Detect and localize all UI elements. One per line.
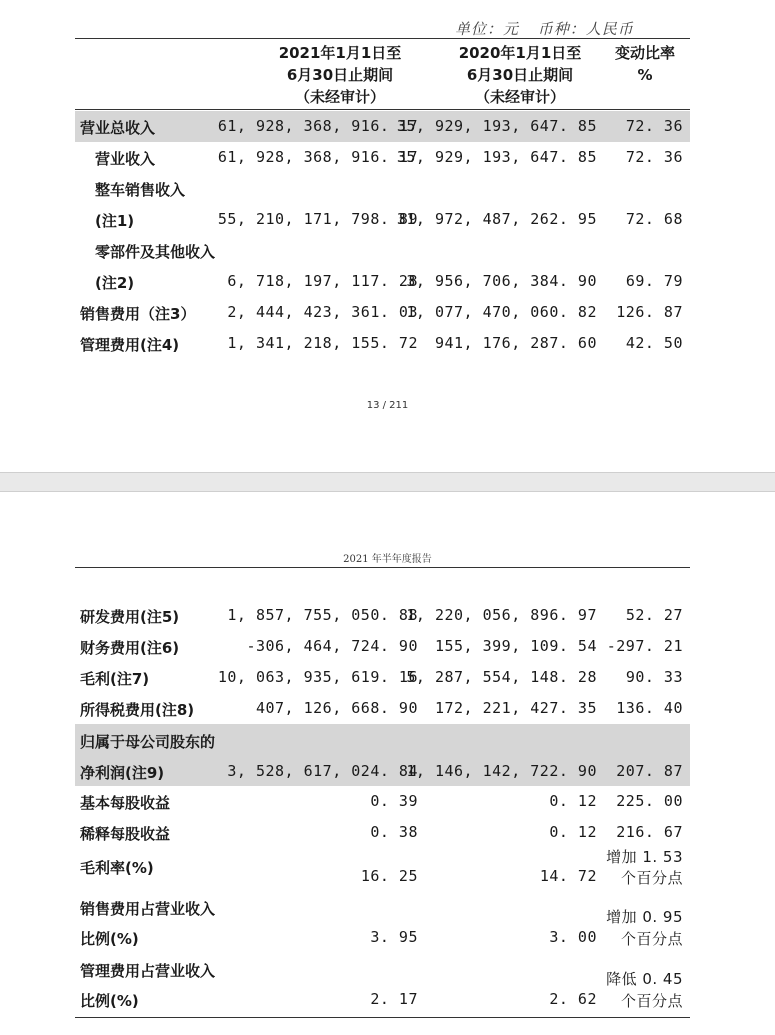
value-2021: 61, 928, 368, 916. 17 (217, 148, 418, 166)
row-label: (注1) (95, 212, 135, 230)
value-2021: 0. 39 (370, 792, 418, 810)
table-row (75, 235, 690, 266)
row-label: 毛利(注7) (80, 670, 150, 688)
row-label-cont: 比例(%) (80, 930, 139, 948)
row-label: 归属于母公司股东的 (80, 733, 216, 751)
header-2020-line3: （未经审计） (474, 88, 565, 106)
table-row (75, 204, 690, 235)
row-label: (注2) (95, 274, 135, 292)
report-title: 2021 年半年度报告 (343, 554, 432, 565)
value-change-line1: 增加 0. 95 (606, 908, 683, 926)
value-2020: 1, 077, 470, 060. 82 (406, 303, 597, 321)
table-row (75, 892, 690, 954)
row-label: 管理费用(注4) (80, 336, 180, 354)
report-title-rule (75, 567, 690, 568)
row-label: 基本每股收益 (80, 794, 171, 812)
value-2021: 2. 17 (370, 990, 418, 1008)
header-2020 (445, 42, 595, 108)
value-2021: 3, 528, 617, 024. 84 (227, 762, 418, 780)
row-label: 财务费用(注6) (80, 639, 180, 657)
value-change: 72. 36 (625, 148, 683, 166)
value-change-line1: 降低 0. 45 (606, 970, 683, 988)
table-row (75, 328, 690, 359)
value-2021: 10, 063, 935, 619. 16 (217, 668, 418, 686)
value-2020: 5, 287, 554, 148. 28 (406, 668, 597, 686)
row-label: 研发费用(注5) (80, 608, 180, 626)
value-change: 72. 68 (625, 210, 683, 228)
unit-label: 单位：元 (455, 22, 520, 38)
table-row (75, 662, 690, 693)
header-rule (75, 109, 690, 110)
row-label: 营业总收入 (80, 119, 156, 137)
table-row (75, 600, 690, 631)
row-label: 销售费用（注3） (80, 305, 196, 323)
currency-label: 币种：人民币 (537, 22, 634, 38)
header-2020-line2: 6月30日止期间 (466, 66, 574, 84)
row-label: 整车销售收入 (95, 181, 186, 199)
header-2020-line1: 2020年1月1日至 (458, 44, 582, 62)
table-row (75, 954, 690, 1016)
value-2021: 407, 126, 668. 90 (255, 699, 418, 717)
value-change: -297. 21 (606, 637, 683, 655)
table-top-rule (75, 38, 690, 39)
value-2020: 14. 72 (539, 867, 597, 885)
value-2020: 0. 12 (549, 823, 597, 841)
value-change: 90. 33 (625, 668, 683, 686)
table-row (75, 142, 690, 173)
value-2021: 2, 444, 423, 361. 03 (227, 303, 418, 321)
table-row (75, 631, 690, 662)
table-row (75, 111, 690, 142)
value-2021: 0. 38 (370, 823, 418, 841)
row-label: 营业收入 (95, 150, 156, 168)
row-label-cont: 比例(%) (80, 992, 139, 1010)
unit-line (455, 18, 648, 39)
value-change: 136. 40 (616, 699, 683, 717)
value-2020: 172, 221, 427. 35 (434, 699, 597, 717)
value-2020: 35, 929, 193, 647. 85 (396, 117, 597, 135)
header-change-line2: % (637, 66, 653, 84)
value-change-line1: 增加 1. 53 (606, 848, 683, 866)
table-row (75, 786, 690, 817)
table-row (75, 297, 690, 328)
table-bottom-rule (75, 1017, 690, 1018)
table-row (75, 173, 690, 204)
page-separator (0, 472, 775, 492)
header-2021-line2: 6月30日止期间 (286, 66, 394, 84)
value-2020: 31, 972, 487, 262. 95 (396, 210, 597, 228)
value-2021: 1, 341, 218, 155. 72 (227, 334, 418, 352)
header-2021 (265, 42, 415, 108)
value-2021: 61, 928, 368, 916. 17 (217, 117, 418, 135)
value-2021: 16. 25 (360, 867, 418, 885)
value-change: 42. 50 (625, 334, 683, 352)
value-2020: 941, 176, 287. 60 (434, 334, 597, 352)
value-2021: 3. 95 (370, 928, 418, 946)
row-label: 销售费用占营业收入 (80, 900, 216, 918)
table-row (75, 693, 690, 724)
value-2020: 1, 220, 056, 896. 97 (406, 606, 597, 624)
row-label: 稀释每股收益 (80, 825, 171, 843)
value-change: 52. 27 (625, 606, 683, 624)
row-label: 管理费用占营业收入 (80, 962, 216, 980)
row-label: 净利润(注9) (80, 764, 165, 782)
value-2021: 55, 210, 171, 798. 89 (217, 210, 418, 228)
value-2020: 3. 00 (549, 928, 597, 946)
value-change: 207. 87 (616, 762, 683, 780)
row-label: 所得税费用(注8) (80, 701, 195, 719)
value-change: 126. 87 (616, 303, 683, 321)
table-row (75, 845, 690, 889)
header-2021-line3: （未经审计） (294, 88, 385, 106)
row-label: 零部件及其他收入 (95, 243, 216, 261)
value-2020: 35, 929, 193, 647. 85 (396, 148, 597, 166)
value-2021: 1, 857, 755, 050. 88 (227, 606, 418, 624)
value-change-line2: 个百分点 (620, 992, 683, 1010)
value-change: 225. 00 (616, 792, 683, 810)
table-row (75, 817, 690, 848)
row-label: 毛利率(%) (80, 859, 154, 877)
header-change-line1: 变动比率 (614, 44, 675, 62)
header-change (605, 42, 685, 86)
value-change: 69. 79 (625, 272, 683, 290)
value-change-line2: 个百分点 (620, 869, 683, 887)
table-row (75, 266, 690, 297)
value-2020: 1, 146, 142, 722. 90 (406, 762, 597, 780)
header-2021-line1: 2021年1月1日至 (278, 44, 402, 62)
value-2020: 2. 62 (549, 990, 597, 1008)
table-row (75, 724, 690, 786)
value-2020: 3, 956, 706, 384. 90 (406, 272, 597, 290)
value-2021: 6, 718, 197, 117. 28 (227, 272, 418, 290)
value-change: 72. 36 (625, 117, 683, 135)
value-2021: -306, 464, 724. 90 (246, 637, 418, 655)
value-change: 216. 67 (616, 823, 683, 841)
value-change-line2: 个百分点 (620, 930, 683, 948)
value-2020: 0. 12 (549, 792, 597, 810)
page-number: 13 / 211 (366, 400, 409, 411)
value-2020: 155, 399, 109. 54 (434, 637, 597, 655)
